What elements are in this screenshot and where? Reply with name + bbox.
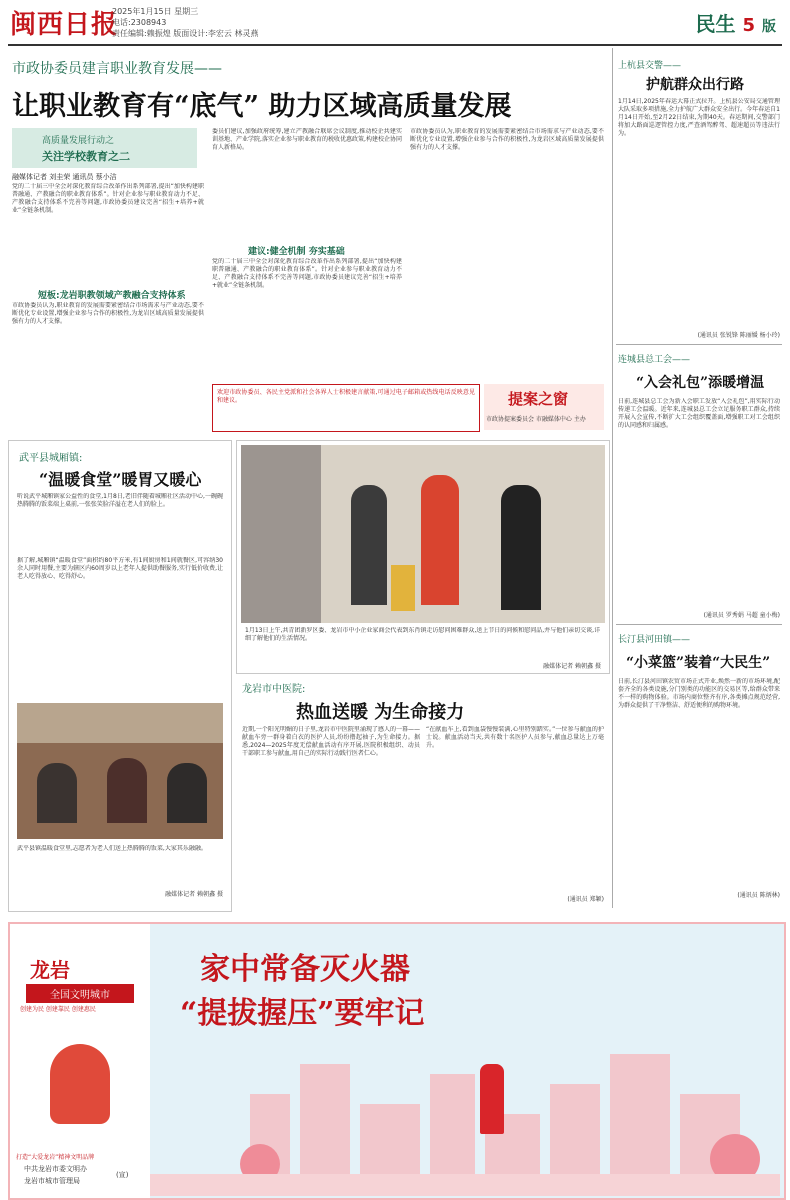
wuping-para-1: 听说武平城厢镇家公益性的食堂,1月8日,老旧伴随着城厢社区活动中心,一碗碗热腾腾的饭菜端上桌前,一张张笑脸洋溢在老人们的脸上。 [17, 493, 223, 508]
lead-byline: 融媒体记者 刘圭荣 通讯员 蔡小洁 [12, 173, 117, 181]
photo-person [421, 475, 459, 605]
ad-bottom-line-1: 打造“大爱龙岩”精神文明品牌 [16, 1154, 95, 1161]
right-item1-kicker: 上杭县交警—— [618, 61, 682, 71]
hospital-headline: 热血送暖 为生命接力 [296, 702, 465, 723]
hospital-kicker: 龙岩市中医院: [242, 684, 306, 695]
page-section-name: 民生 [695, 12, 736, 36]
right-item1-text: 1月14日,2025年春运大幕正式拉开。上杭县公安局交通管理大队采取多项措施,全力护航广大群众安全出行。今年春运自1月14日开始,至2月22日结束,为期40天。春运期间,交警部门将加大路面巡逻管控力度,严查酒驾醉驾、超速超员等违法行为。 [618, 98, 780, 137]
ad-ground [150, 1174, 780, 1196]
phone-line: 电话:2308943 [112, 18, 167, 27]
ad-bottom-line-3: 龙岩市城市管理局 [24, 1177, 80, 1185]
banner-line-2: 关注学校教育之二 [42, 150, 130, 163]
right-item2-kicker: 连城县总工会—— [618, 355, 691, 365]
newspaper-logo: 闽西日报 [10, 10, 119, 40]
ad-bottom-line-2: 中共龙岩市委文明办 [24, 1165, 87, 1173]
right-item2-text: 日前,连城县总工会为新入会职工发放“入会礼包”,用实际行动传递工会温暖。近年来,连城县总工会立足服务职工群众,持续开展入会宣传,不断扩大工会组织覆盖面,增强职工对工会组织的认同感和归属感。 [618, 398, 780, 429]
suggest-title: 提案之窗 [508, 390, 569, 408]
wuping-article [8, 440, 232, 912]
photo-person [501, 485, 541, 610]
date-line: 2025年1月15日 星期三 [112, 7, 199, 16]
notice-text: 欢迎市政协委员、各民主党派和社会各界人士积极建言献策,可通过电子邮箱或热线电话反映意见和建议。 [217, 389, 475, 404]
ad-left-panel [10, 924, 150, 1198]
page-suffix: 版 [762, 19, 776, 35]
wuping-photo-caption: 武平县镇温暖食堂里,志愿者为老人们送上热腾腾的饭菜,大家其乐融融。 [17, 845, 207, 852]
hospital-credit: (通讯员 郑颖) [567, 896, 604, 903]
main-photo-caption: 1月13日上午,共青团新罗区委、龙岩市中小企业家商会代表到东肖镇走访慰问困难群众,送上节日的问候和慰问品,并与他们亲切交谈,详细了解他们的生活情况。 [245, 627, 601, 642]
right-item2-credit: (通讯员 罗秀娟 马超 童小梅) [703, 612, 780, 619]
suggest-sub: 市政协提案委员会 市融媒体中心 主办 [486, 416, 586, 423]
photo-person [351, 485, 387, 605]
hospital-para-1: 近期,一个阳光明媚的日子里,龙岩市中医院里涌现了感人的一幕——献血车旁一群身着白衣的医护人员,纷纷撸起袖子,为生命接力。据悉,2024—2025年度无偿献血活动有序开展,医院积极组织、动员干部职工参与献血,用自己的实际行动践行医者仁心。 [242, 726, 420, 757]
mascot-icon [50, 1044, 110, 1124]
masthead-meta [112, 6, 258, 39]
right-item3-headline: “小菜篮”装着“大民生” [626, 655, 771, 671]
masthead-rule [8, 44, 782, 46]
wuping-headline: “温暖食堂”暖胃又暖心 [39, 470, 202, 489]
wuping-kicker: 武平县城厢镇: [19, 453, 83, 464]
building-shape [610, 1054, 670, 1194]
right-divider [616, 344, 782, 345]
lead-subhead-1: 短板:龙岩职教领域产教融合支持体系 [38, 291, 186, 301]
series-banner [12, 128, 197, 168]
hospital-article [236, 676, 608, 908]
column-divider [612, 48, 613, 908]
lead-article [8, 48, 608, 438]
main-photo-block [236, 440, 610, 674]
wuping-credit: 融媒体记者 赖朝鑫 摄 [165, 891, 223, 898]
notice-box [212, 384, 480, 432]
photo-person [37, 763, 77, 823]
right-item2-headline: “入会礼包”添暖增温 [636, 375, 765, 391]
public-service-ad [8, 922, 786, 1200]
lead-para-2: 市政协委员认为,职业教育的发展需要紧密结合市场需求与产业动态,要不断优化专业设置,增强企业参与合作的积极性,为龙岩区域高质量发展提供强有力的人才支撑。 [12, 302, 204, 325]
right-item3-text: 日前,长汀县河田镇农贸市场正式开业,焕然一新的市场环境,配套齐全的各类设施,分门别类的功能区的交易区等,给群众带来不一样的购物体验。市场内商位整齐有序,各类摊点规范经营,为群众提供了干净整洁、舒适便利的购物环境。 [618, 678, 780, 709]
lead-para-1: 党的二十届三中全会对深化教育综合改革作出系列部署,提出“加快构建职普融通、产教融合的职业教育体系”。针对企业参与职业教育动力不足、产教融合支持体系不完善等问题,市政协委员建议完善“招生+培养+就业”全链条机制。 [12, 183, 204, 214]
wuping-para-2: 据了解,城厢镇“温暖食堂”面积约80平方米,有1间厨房和1间就餐区,可容纳30余人同时用餐,主要为辖区内60周岁以上老年人提供助餐服务,实行低价收费,让老人吃得放心、吃得舒心。 [17, 557, 223, 580]
page-number: 5 [742, 15, 756, 36]
lead-headline: 让职业教育有“底气” 助力区域高质量发展 [12, 91, 512, 122]
hospital-para-2: “在献血车上,看到血袋慢慢装满,心里特别踏实。”一位参与献血的护士说。献血活动当天,共有数十名医护人员参与,献血总量达上万毫升。 [426, 726, 604, 749]
photo-person [107, 758, 147, 823]
lead-para-3: 委员们建议,加强政府统筹,建立产教融合联席会议制度,推动校企共建实训基地、产业学院,落实企业参与职业教育的税收优惠政策,构建校企协同育人新格局。 [212, 128, 402, 151]
lead-subhead-2: 建议:健全机制 夯实基础 [248, 247, 345, 257]
ad-city-slogan: 创建为民 创建靠民 创建惠民 [20, 1006, 96, 1013]
banner-line-1: 高质量发展行动之 [42, 136, 115, 146]
photo-person [167, 763, 207, 823]
ad-city-title: 全国文明城市 [26, 984, 134, 1003]
editors-line: 责任编辑:赖振煌 版面设计:李宏云 林灵燕 [112, 29, 259, 38]
canteen-photo [17, 703, 223, 839]
right-column [616, 48, 782, 908]
ad-city-name: 龙岩 [30, 958, 70, 982]
lead-para-2-cont: 市政协委员认为,职业教育的发展需要紧密结合市场需求与产业动态,要不断优化专业设置,增强企业参与合作的积极性,为龙岩区域高质量发展提供强有力的人才支撑。 [410, 128, 604, 151]
right-item3-kicker: 长汀县河田镇—— [618, 635, 691, 645]
lead-para-1-cont: 党的二十届三中全会对深化教育综合改革作出系列部署,提出“加快构建职普融通、产教融合的职业教育体系”。针对企业参与职业教育动力不足、产教融合支持体系不完善等问题,市政协委员建议完善“招生+培养+就业”全链条机制。 [212, 258, 402, 289]
right-item3-credit: (通讯员 陈炳林) [737, 892, 780, 899]
right-item1-headline: 护航群众出行路 [646, 77, 744, 93]
photo-oil-bottle [391, 565, 415, 611]
main-photo-credit: 融媒体记者 赖朝鑫 摄 [543, 663, 601, 670]
photo-wall [17, 703, 223, 743]
photo-door [241, 445, 321, 623]
visit-photo [241, 445, 605, 623]
ad-headline-2: “提拔握压”要牢记 [180, 996, 425, 1031]
ad-bottom-line-4: (宣) [116, 1171, 129, 1179]
right-divider [616, 624, 782, 625]
ad-headline-1: 家中常备灭火器 [200, 952, 410, 987]
suggest-box [484, 384, 604, 430]
page-label [696, 8, 776, 37]
lead-kicker: 市政协委员建言职业教育发展—— [12, 61, 222, 77]
right-item1-credit: (通讯员 张锐锋 陈丽媛 杨小玲) [697, 332, 780, 339]
fire-extinguisher-icon [480, 1064, 504, 1134]
